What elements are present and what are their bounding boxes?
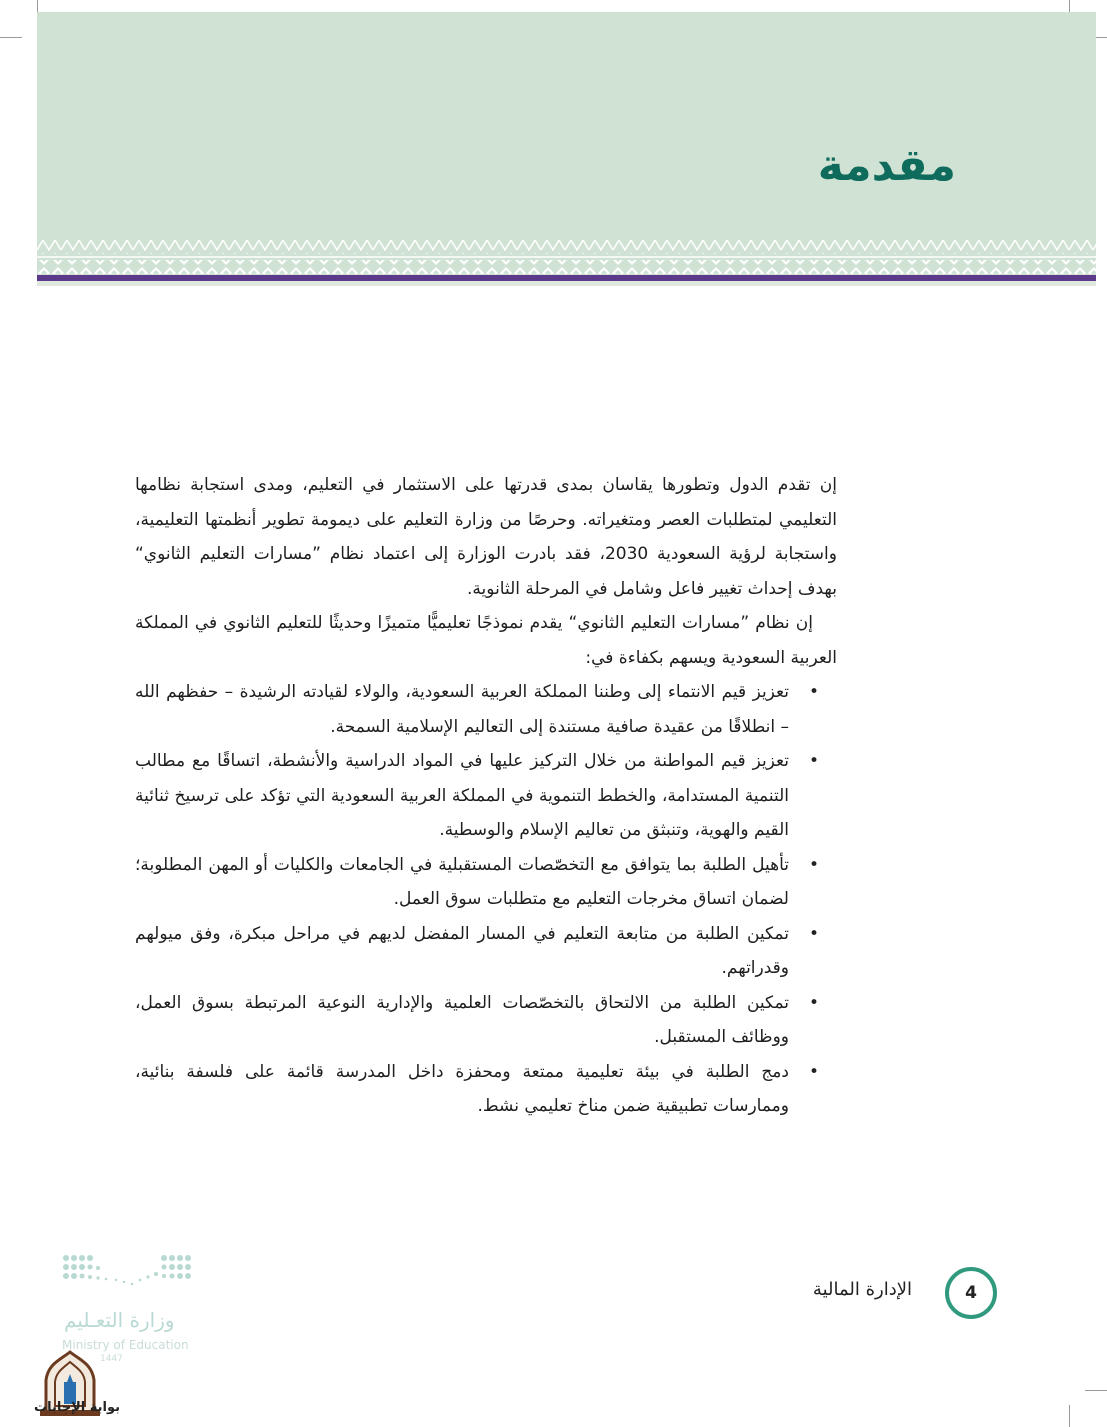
page-title: مقدمة	[817, 140, 956, 191]
crop-mark-bottom-right-h	[1085, 1390, 1107, 1391]
ministry-dots-icon	[60, 1250, 200, 1300]
accent-bar	[37, 275, 1096, 281]
intro-paragraph-1: إن تقدم الدول وتطورها يقاسان بمدى قدرتها على الاستثمار في التعليم، ومدى استجابة نظامها التعليمي لمتطلبات العصر ومتغيراته. وحرصًا من وزارة التعليم على ديمومة تطوير أنظمتها التعليمية، واستجابة لرؤية السعودية 2030، فقد بادرت الوزارة إلى اعتماد نظام ”مسارات التعليم الثانوي“ بهدف إحداث تغيير فاعل وشامل في المرحلة الثانوية.	[135, 475, 837, 599]
list-item: • تمكين الطلبة من متابعة التعليم في المسار المفضل لديهم في مراحل مبكرة، وفق ميولهم وقدراتهم.	[135, 917, 837, 986]
page-number: 4	[945, 1267, 997, 1319]
list-item: • تأهيل الطلبة بما يتوافق مع التخصّصات المستقبلية في الجامعات والكليات أو المهن المطلوبة؛ لضمان اتساق مخرجات التعليم مع متطلبات سوق العمل.	[135, 848, 837, 917]
ministry-name-english: Ministry of Education	[62, 1338, 189, 1352]
intro-text	[135, 468, 837, 1124]
crop-mark-bottom-right	[1069, 1405, 1070, 1427]
list-item: • دمج الطلبة في بيئة تعليمية ممتعة ومحفزة داخل المدرسة قائمة على فلسفة بنائية، وممارسات تطبيقية ضمن مناخ تعليمي نشط.	[135, 1055, 837, 1124]
subject-name: الإدارة المالية	[812, 1279, 912, 1300]
goals-list	[135, 675, 837, 1124]
chapter-header	[37, 12, 1096, 282]
watermark-label: بوابة الإجابات	[34, 1400, 120, 1415]
crop-mark-top-left-h	[0, 37, 22, 38]
intro-paragraph-2: إن نظام ”مسارات التعليم الثانوي“ يقدم نموذجًا تعليميًّا متميزًا وحديثًا للتعليم الثانوي في المملكة العربية السعودية ويسهم بكفاءة في:	[135, 613, 837, 668]
ministry-year: 1447	[100, 1354, 123, 1364]
list-item: • تعزيز قيم الانتماء إلى وطننا المملكة العربية السعودية، والولاء لقيادته الرشيدة – حفظهم الله – انطلاقًا من عقيدة صافية مستندة إلى التعاليم الإسلامية السمحة.	[135, 675, 837, 744]
list-item: • تعزيز قيم المواطنة من خلال التركيز عليها في المواد الدراسية والأنشطة، اتساقًا مع مطالب التنمية المستدامة، والخطط التنموية في المملكة العربية السعودية التي تؤكد على ترسيخ ثنائية القيم والهوية، وتنبثق من تعاليم الإسلام والوسطية.	[135, 744, 837, 848]
list-item: • تمكين الطلبة من الالتحاق بالتخصّصات العلمية والإدارية النوعية المرتبطة بسوق العمل، ووظائف المستقبل.	[135, 986, 837, 1055]
ministry-name-arabic: وزارة التعـليم	[64, 1308, 175, 1332]
